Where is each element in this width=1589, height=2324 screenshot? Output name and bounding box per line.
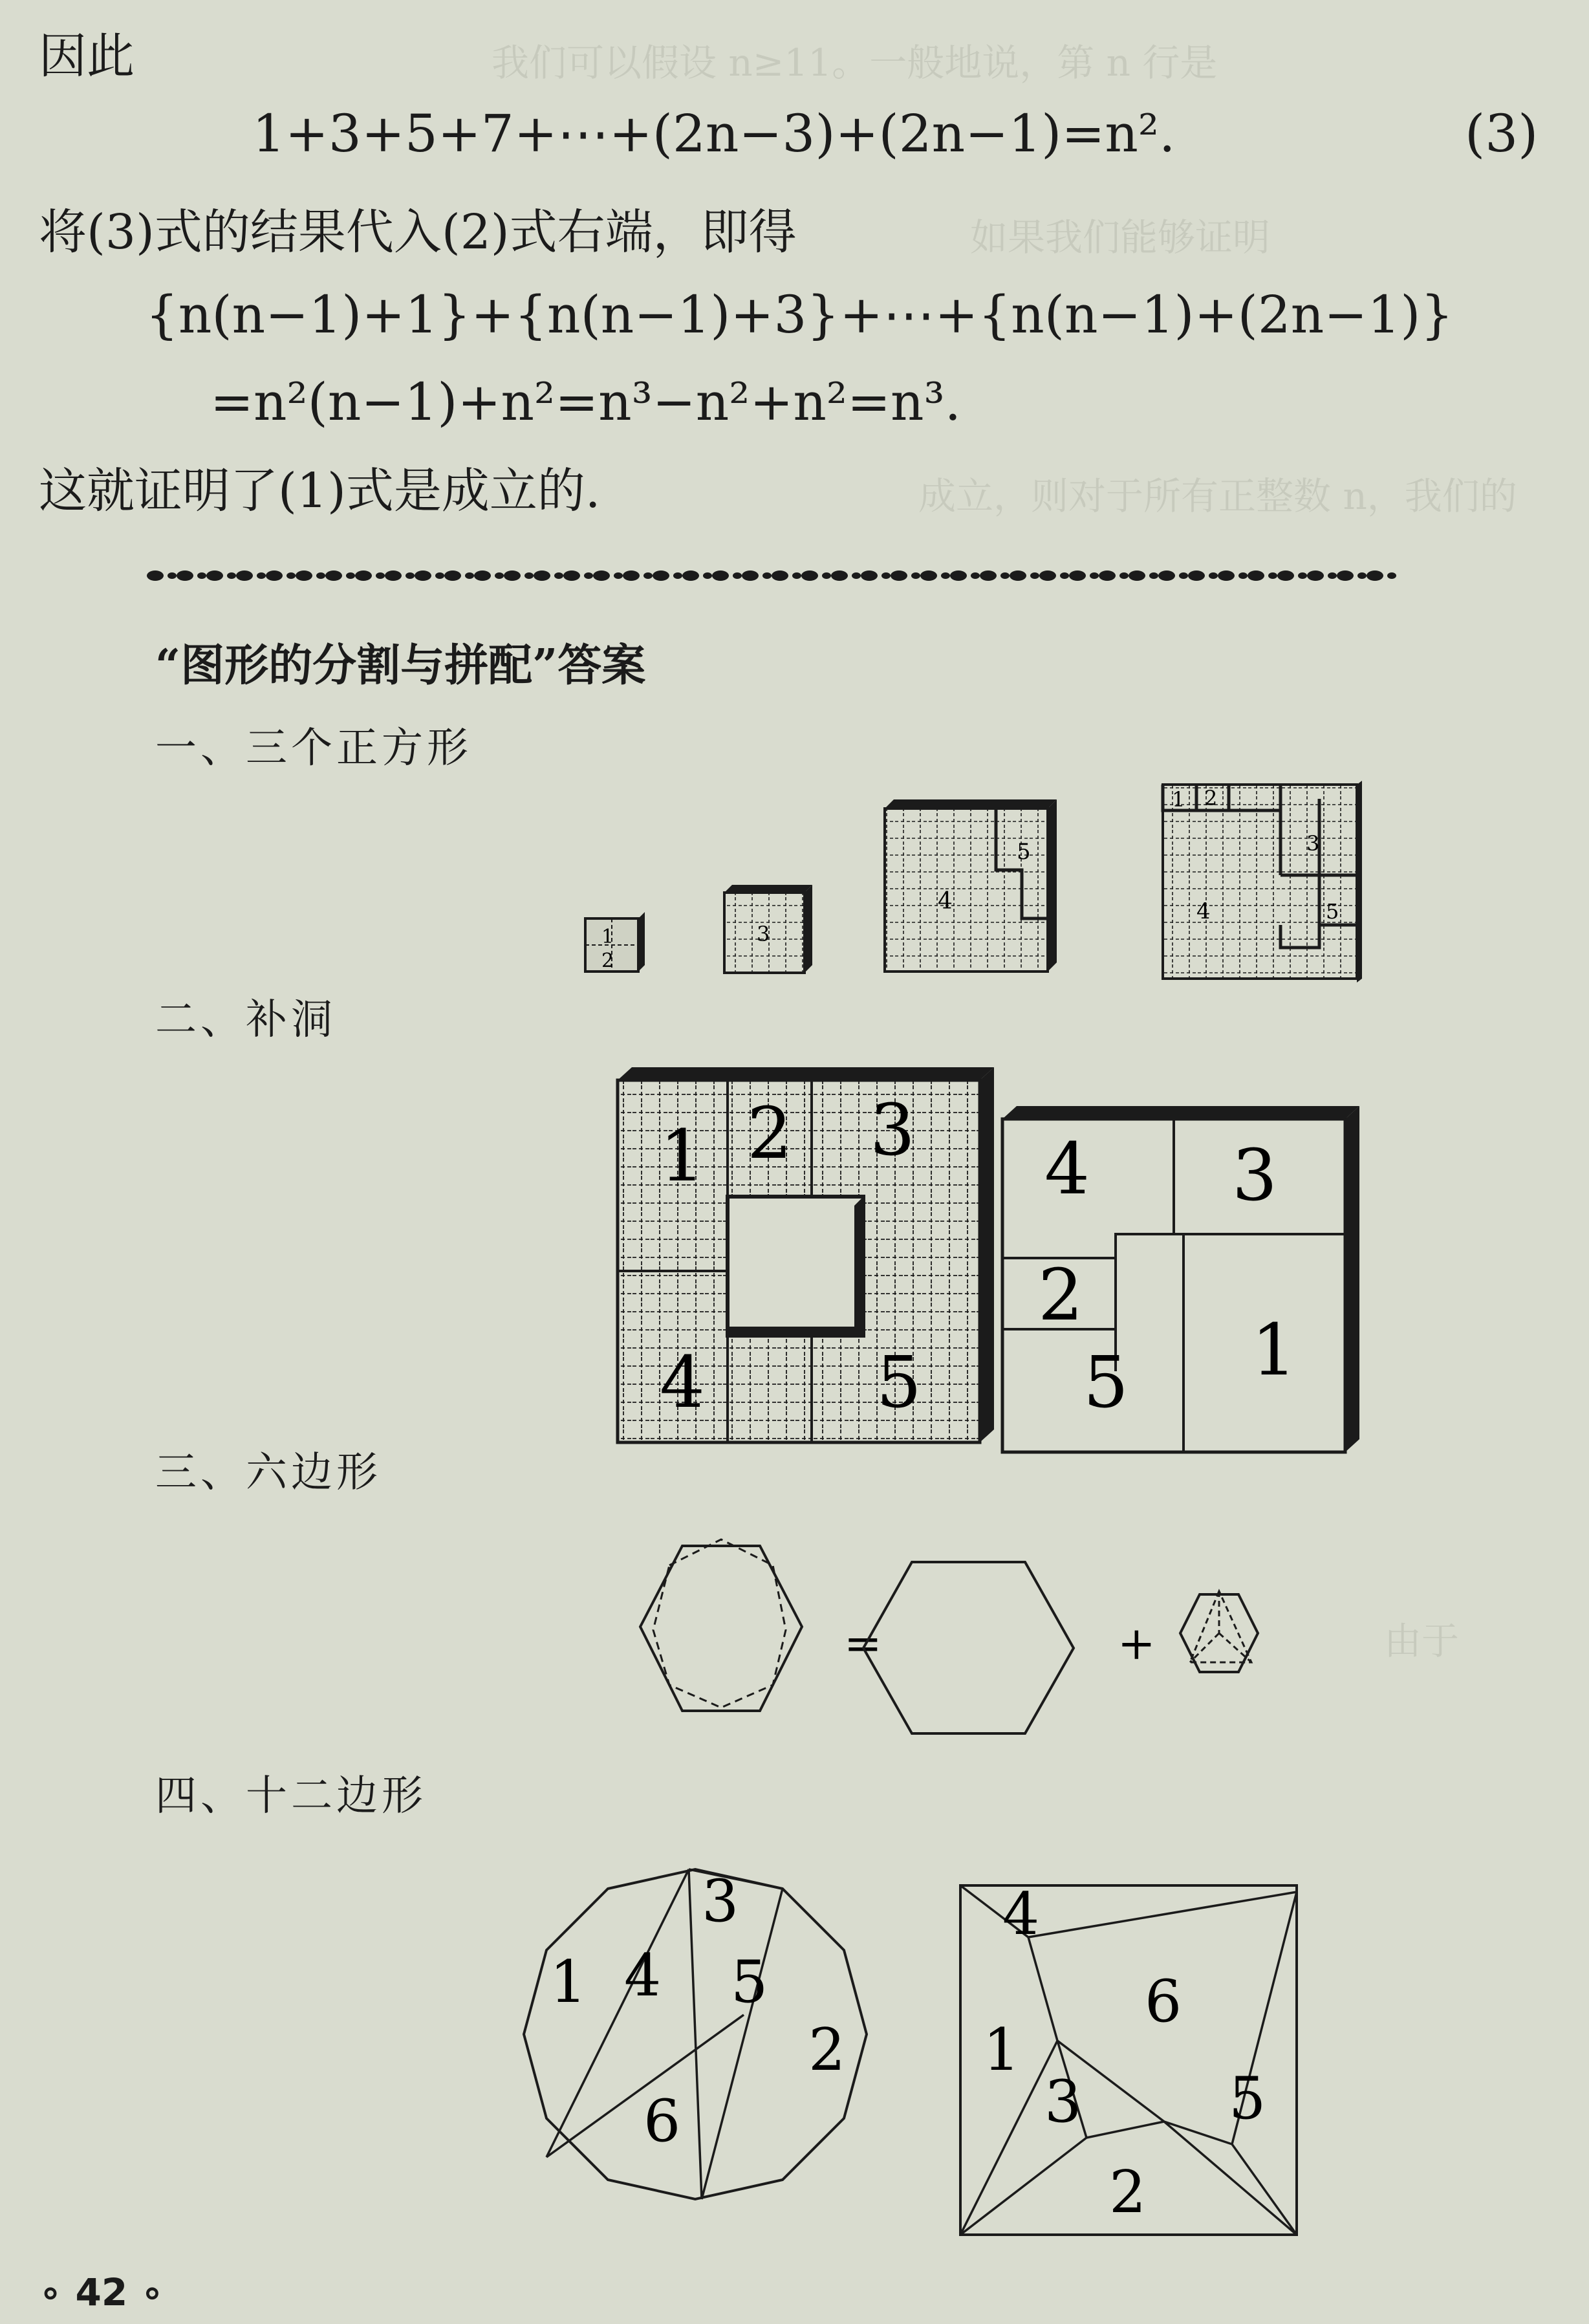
label-2: 2 xyxy=(1038,1254,1083,1336)
divider-bead xyxy=(643,572,653,579)
small-square xyxy=(585,912,645,972)
label-4: 4 xyxy=(660,1341,705,1424)
divider-bead xyxy=(1218,570,1235,581)
divider-bead xyxy=(474,570,491,581)
divider-bead xyxy=(1367,570,1383,581)
divider-bead xyxy=(168,572,177,579)
hexagon-with-inner xyxy=(640,1539,802,1711)
divider-bead xyxy=(1337,570,1354,581)
label-6: 6 xyxy=(643,2087,681,2155)
divider-bead xyxy=(950,570,967,581)
divider-bead xyxy=(712,570,729,581)
divider-bead xyxy=(682,570,699,581)
equation-3: 1+3+5+7+⋯+(2n−3)+(2n−1)=n². xyxy=(252,103,1176,164)
section-heading-3: 三、六边形 xyxy=(155,1449,382,1497)
divider-bead xyxy=(920,570,937,581)
bleed-text-2: 如果我们能够证明 xyxy=(970,215,1271,259)
divider-bead xyxy=(147,570,164,581)
bleed-text-3: 成立，则对于所有正整数 n，我们的 xyxy=(918,474,1517,518)
square-from-dodecagon xyxy=(960,1880,1297,2235)
divider-bead xyxy=(653,570,669,581)
label-5: 5 xyxy=(1017,839,1031,865)
label-2: 2 xyxy=(601,950,614,972)
divider-bead xyxy=(206,570,223,581)
divider-bead xyxy=(236,570,253,581)
divider-bead xyxy=(1090,572,1099,579)
divider-bead xyxy=(831,570,848,581)
dodecagon xyxy=(524,1867,867,2199)
equation-line-1: {n(n−1)+1}+{n(n−1)+3}+⋯+{n(n−1)+(2n−1)} xyxy=(146,285,1454,345)
answer-title: “图形的分割与拼配”答案 xyxy=(155,640,646,691)
divider-bead xyxy=(941,572,950,579)
label-4: 4 xyxy=(938,888,953,915)
divider-bead xyxy=(1039,570,1056,581)
text-conclusion: 这就证明了(1)式是成立的. xyxy=(39,463,601,519)
divider-bead xyxy=(1060,572,1069,579)
divider-bead xyxy=(822,572,831,579)
label-3: 3 xyxy=(702,1867,739,1935)
divider-bead xyxy=(971,572,980,579)
divider-bead xyxy=(405,572,415,579)
section-heading-4: 四、十二边形 xyxy=(155,1772,427,1820)
label-1: 1 xyxy=(601,926,614,948)
label-1: 1 xyxy=(983,2016,1021,2084)
divider-bead xyxy=(1119,572,1129,579)
divider-bead xyxy=(385,570,402,581)
divider-bead xyxy=(1179,572,1188,579)
page-number: ∘ 42 ∘ xyxy=(39,2270,164,2314)
divider-bead xyxy=(355,570,372,581)
text-substitute: 将(3)式的结果代入(2)式右端，即得 xyxy=(39,204,797,260)
divider-bead xyxy=(197,572,206,579)
filled-square xyxy=(1002,1106,1359,1452)
divider-bead xyxy=(614,572,623,579)
divider-bead xyxy=(801,570,818,581)
divider-bead xyxy=(1248,570,1264,581)
divider-bead xyxy=(316,572,325,579)
divider-bead xyxy=(554,572,563,579)
divider-bead xyxy=(465,572,474,579)
label-3: 3 xyxy=(1044,2068,1082,2136)
label-2: 2 xyxy=(1204,786,1218,810)
divider-bead xyxy=(1069,570,1086,581)
divider-bead xyxy=(1010,570,1026,581)
divider-bead xyxy=(563,570,580,581)
text-therefore: 因此 xyxy=(39,28,135,84)
divider-bead xyxy=(861,570,878,581)
divider-bead xyxy=(504,570,521,581)
label-6: 6 xyxy=(1145,1968,1182,2036)
divider-bead xyxy=(1209,572,1218,579)
label-1: 1 xyxy=(660,1114,705,1197)
divider-bead xyxy=(584,572,593,579)
section-heading-1: 一、三个正方形 xyxy=(155,724,472,772)
label-5: 5 xyxy=(876,1341,922,1424)
divider-bead xyxy=(703,572,712,579)
label-2: 2 xyxy=(808,2016,846,2084)
label-5: 5 xyxy=(1326,899,1339,924)
divider-bead xyxy=(1149,572,1158,579)
divider-bead xyxy=(1099,570,1116,581)
divider-bead xyxy=(266,570,283,581)
decorative-divider xyxy=(0,556,1589,595)
figure-dodecagon xyxy=(479,1850,1319,2264)
divider-bead xyxy=(435,572,444,579)
divider-bead xyxy=(891,570,907,581)
divider-bead xyxy=(1158,570,1175,581)
divider-bead xyxy=(980,570,997,581)
label-4: 4 xyxy=(624,1942,662,2010)
label-2: 2 xyxy=(747,1092,792,1175)
divider-bead xyxy=(1298,572,1307,579)
figure-three-squares xyxy=(576,779,1365,993)
divider-bead xyxy=(1307,570,1324,581)
label-4: 4 xyxy=(1196,898,1211,924)
divider-bead xyxy=(911,572,920,579)
divider-bead xyxy=(673,572,682,579)
divider-bead xyxy=(1188,570,1205,581)
divider-bead xyxy=(524,572,534,579)
divider-bead xyxy=(742,570,759,581)
divider-bead xyxy=(1387,572,1396,579)
divider-bead xyxy=(444,570,461,581)
middle-square xyxy=(724,885,812,973)
divider-bead xyxy=(1129,570,1145,581)
divider-bead xyxy=(296,570,312,581)
divider-bead xyxy=(1328,572,1337,579)
section-heading-2: 二、补洞 xyxy=(155,996,336,1044)
equals-sign: = xyxy=(844,1617,882,1670)
label-1: 1 xyxy=(550,1948,587,2016)
divider-bead xyxy=(286,572,296,579)
divider-bead xyxy=(227,572,236,579)
label-3: 3 xyxy=(870,1089,915,1171)
figure-hexagon xyxy=(621,1533,1300,1753)
large-square xyxy=(885,799,1057,972)
equation-line-2: =n²(n−1)+n²=n³−n²+n²=n³. xyxy=(210,372,962,432)
label-1: 1 xyxy=(1251,1309,1297,1391)
figure-fill-hole xyxy=(614,1067,1365,1455)
divider-bead xyxy=(1357,572,1367,579)
divider-bead xyxy=(346,572,355,579)
divider-bead xyxy=(1030,572,1039,579)
holed-square xyxy=(618,1067,994,1442)
label-5: 5 xyxy=(1229,2065,1266,2133)
divider-bead xyxy=(257,572,266,579)
divider-bead xyxy=(792,572,801,579)
divider-bead xyxy=(762,572,772,579)
divider-bead xyxy=(772,570,788,581)
equation-number-3: (3) xyxy=(1465,103,1539,164)
divider-bead xyxy=(325,570,342,581)
label-5: 5 xyxy=(731,1948,768,2016)
label-3: 3 xyxy=(757,922,770,946)
label-4: 4 xyxy=(1002,1880,1040,1948)
divider-bead xyxy=(593,570,610,581)
combined-square xyxy=(1163,781,1362,983)
label-5: 5 xyxy=(1083,1341,1129,1424)
regular-hexagon xyxy=(863,1562,1074,1733)
label-1: 1 xyxy=(1172,787,1185,812)
label-3: 3 xyxy=(1232,1134,1277,1217)
divider-bead xyxy=(415,570,431,581)
divider-bead xyxy=(495,572,504,579)
divider-bead xyxy=(733,572,742,579)
divider-bead xyxy=(852,572,861,579)
divider-bead xyxy=(623,570,640,581)
plus-sign: + xyxy=(1118,1617,1156,1670)
divider-bead xyxy=(534,570,550,581)
label-4: 4 xyxy=(1044,1127,1090,1210)
divider-bead xyxy=(1268,572,1277,579)
label-2: 2 xyxy=(1109,2158,1147,2226)
bleed-text-1: 我们可以假设 n≥11。一般地说，第 n 行是 xyxy=(492,41,1218,85)
divider-bead xyxy=(881,572,891,579)
label-3: 3 xyxy=(1306,831,1320,856)
divider-bead xyxy=(1000,572,1010,579)
bleed-text-4: 由于 xyxy=(1384,1619,1460,1663)
small-hexagon xyxy=(1180,1591,1258,1672)
divider-bead xyxy=(376,572,385,579)
divider-bead xyxy=(177,570,193,581)
divider-bead xyxy=(1238,572,1248,579)
divider-bead xyxy=(1277,570,1294,581)
